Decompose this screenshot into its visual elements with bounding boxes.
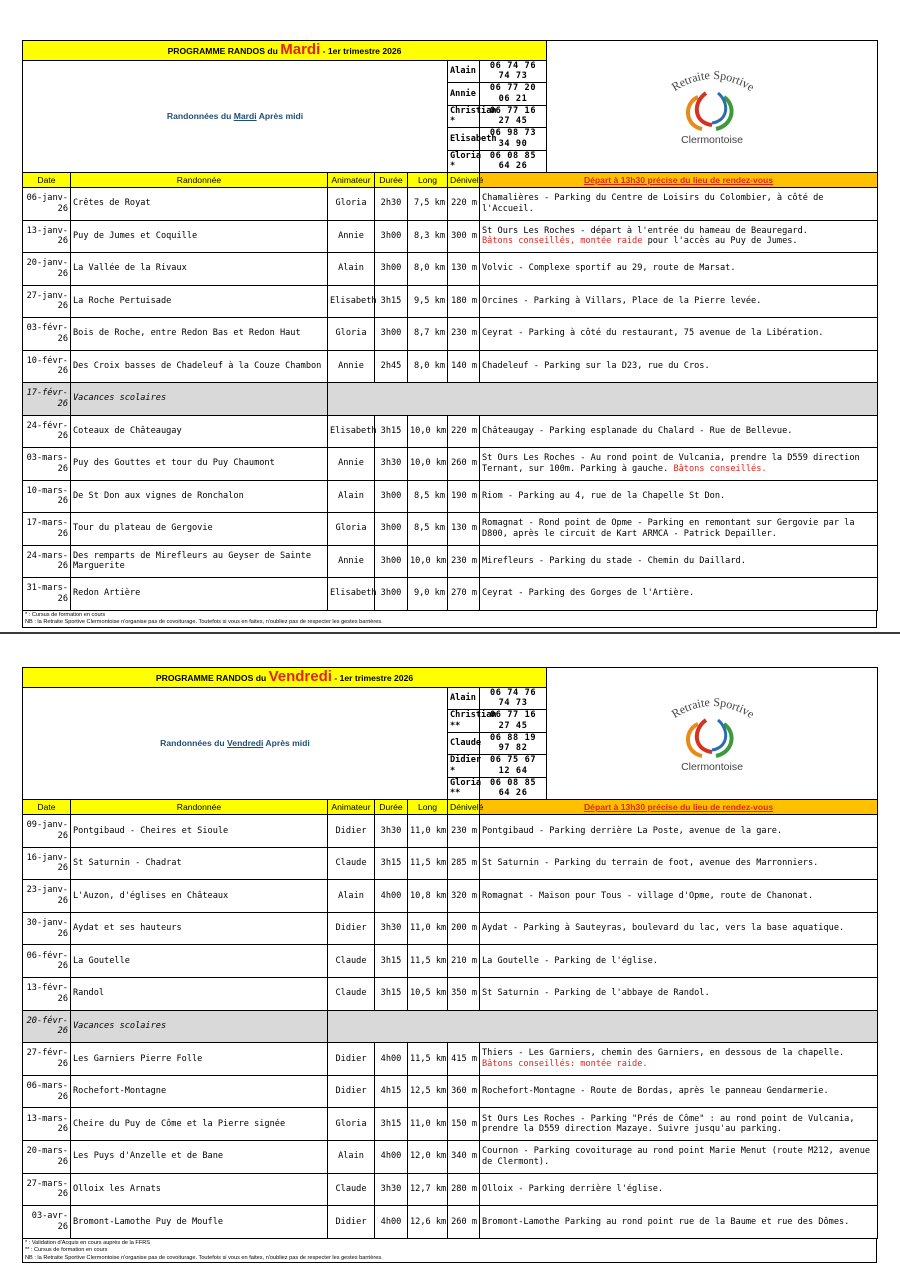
row-denivele: 180 m: [448, 285, 480, 318]
row-duree: 2h30: [375, 188, 408, 221]
row-duree: 3h15: [375, 285, 408, 318]
col-long: Long: [408, 800, 448, 815]
row-animateur: Annie: [328, 350, 375, 383]
row-duree: 4h00: [375, 1141, 408, 1174]
rdv-text: Olloix - Parking derrière l'église.: [482, 1184, 664, 1195]
contact-phone: 06 74 76 74 73: [480, 60, 547, 82]
row-long: 10,0 km: [408, 448, 448, 481]
row-date: 17-mars-26: [23, 513, 71, 546]
rdv-text: Orcines - Parking à Villars, Place de la Pierre levée.: [482, 295, 762, 306]
row-rando: Redon Artière: [71, 578, 328, 611]
row-denivele: 320 m: [448, 880, 480, 913]
row-denivele: 360 m: [448, 1075, 480, 1108]
table-row: [23, 1043, 878, 1076]
rdv-text: St Saturnin - Parking de l'abbaye de Randol.: [482, 988, 710, 999]
row-rando: Vacances scolaires: [71, 383, 328, 416]
row-rendez-vous: [480, 188, 878, 221]
vendredi-table: [22, 667, 878, 1239]
row-animateur: Didier: [328, 912, 375, 945]
row-rendez-vous: [480, 1075, 878, 1108]
rdv-text: Rochefort-Montagne - Route de Bordas, après le panneau Gendarmerie.: [482, 1086, 829, 1097]
row-long: 11,0 km: [408, 912, 448, 945]
footnote: NB : la Retraite Sportive Clermontoise n'organise pas de covoiturage. Toutefois si vous en faites, n'oubliez pas de respecter les gestes barrières.: [25, 1254, 383, 1261]
row-date: 13-janv-26: [23, 220, 71, 253]
row-rando: Crêtes de Royat: [71, 188, 328, 221]
row-date: 30-janv-26: [23, 912, 71, 945]
row-date: 20-mars-26: [23, 1141, 71, 1174]
row-rendez-vous: [480, 880, 878, 913]
vendredi-notes: [22, 1239, 877, 1264]
row-duree: 3h30: [375, 1173, 408, 1206]
row-animateur: Didier: [328, 1043, 375, 1076]
row-rendez-vous: [480, 253, 878, 286]
row-animateur: Claude: [328, 1173, 375, 1206]
vendredi-logo: [547, 668, 878, 800]
row-duree: 4h15: [375, 1075, 408, 1108]
mardi-rows: [23, 188, 878, 611]
row-rendez-vous: [480, 513, 878, 546]
table-row: [23, 415, 878, 448]
rdv-text: Aydat - Parking à Sauteyras, boulevard du lac, vers la base aquatique.: [482, 923, 845, 934]
rdv-warning: Bâtons conseillés.: [673, 463, 767, 474]
table-row: [23, 847, 878, 880]
table-row: [23, 945, 878, 978]
row-denivele: 220 m: [448, 415, 480, 448]
row-rando: St Saturnin - Chadrat: [71, 847, 328, 880]
row-rendez-vous: [480, 220, 878, 253]
row-rendez-vous: [480, 480, 878, 513]
rdv-warning: Bâtons conseillés, montée raide: [482, 236, 643, 247]
row-rendez-vous: [480, 978, 878, 1011]
row-animateur: Alain: [328, 480, 375, 513]
row-rendez-vous: [480, 545, 878, 578]
contact-phone: 06 98 73 34 90: [480, 128, 547, 150]
table-row: [23, 880, 878, 913]
row-rando: Coteaux de Châteaugay: [71, 415, 328, 448]
row-denivele: 260 m: [448, 1206, 480, 1239]
row-denivele: 285 m: [448, 847, 480, 880]
table-row: [23, 815, 878, 848]
page-separator: [0, 632, 900, 634]
row-rando: La Goutelle: [71, 945, 328, 978]
rdv-text: St Ours Les Roches - Parking "Prés de Côme" : au rond point de Vulcania, prendre la D559 direction Mazaye. Suivre jusqu'au parking.: [482, 1113, 855, 1135]
row-rando: Randol: [71, 978, 328, 1011]
table-row: [23, 978, 878, 1011]
row-denivele: 130 m: [448, 253, 480, 286]
row-empty: [328, 383, 878, 416]
vendredi-subtitle: Randonnées du Vendredi Après midi: [23, 687, 448, 799]
row-rendez-vous: [480, 1108, 878, 1141]
row-duree: 3h00: [375, 480, 408, 513]
row-rendez-vous: [480, 318, 878, 351]
programme-mardi: [22, 40, 877, 628]
col-animateur: Animateur: [328, 800, 375, 815]
row-duree: 3h00: [375, 318, 408, 351]
row-rendez-vous: [480, 1206, 878, 1239]
mardi-logo: [547, 41, 878, 173]
row-duree: 3h00: [375, 578, 408, 611]
row-long: 9,5 km: [408, 285, 448, 318]
row-denivele: 300 m: [448, 220, 480, 253]
contact-name: Gloria *: [448, 150, 480, 172]
row-animateur: Annie: [328, 448, 375, 481]
row-rando: Tour du plateau de Gergovie: [71, 513, 328, 546]
rdv-text: Bromont-Lamothe Parking au rond point rue de la Baume et rue des Dômes.: [482, 1216, 850, 1227]
row-rando: Olloix les Arnats: [71, 1173, 328, 1206]
row-rando: Les Garniers Pierre Folle: [71, 1043, 328, 1076]
row-denivele: 340 m: [448, 1141, 480, 1174]
row-rando: Puy des Gouttes et tour du Puy Chaumont: [71, 448, 328, 481]
row-date: 03-févr-26: [23, 318, 71, 351]
col-denivele: Dénivelé: [448, 800, 480, 815]
row-long: 12,7 km: [408, 1173, 448, 1206]
row-duree: 4h00: [375, 1206, 408, 1239]
row-rendez-vous: [480, 285, 878, 318]
row-date: 27-févr-26: [23, 1043, 71, 1076]
logo-arc-text: Retraite Sportive: [669, 67, 757, 94]
row-duree: 3h30: [375, 912, 408, 945]
row-duree: 4h00: [375, 880, 408, 913]
row-long: 11,5 km: [408, 945, 448, 978]
row-date: 24-févr-26: [23, 415, 71, 448]
row-denivele: 140 m: [448, 350, 480, 383]
row-rando: Bois de Roche, entre Redon Bas et Redon Haut: [71, 318, 328, 351]
row-long: 10,0 km: [408, 545, 448, 578]
row-denivele: 210 m: [448, 945, 480, 978]
rdv-text: Romagnat - Maison pour Tous - village d'Opme, route de Chanonat.: [482, 890, 814, 901]
vacances-row: [23, 1010, 878, 1043]
row-long: 11,5 km: [408, 1043, 448, 1076]
contact-phone: 06 74 76 74 73: [480, 687, 547, 709]
row-date: 06-mars-26: [23, 1075, 71, 1108]
row-rendez-vous: [480, 1043, 878, 1076]
row-denivele: 415 m: [448, 1043, 480, 1076]
row-long: 7,5 km: [408, 188, 448, 221]
row-date: 17-févr-26: [23, 383, 71, 416]
row-rando: Puy de Jumes et Coquille: [71, 220, 328, 253]
row-rando: Bromont-Lamothe Puy de Moufle: [71, 1206, 328, 1239]
row-animateur: Elisabeth: [328, 415, 375, 448]
row-long: 12,6 km: [408, 1206, 448, 1239]
mardi-header: [23, 41, 878, 188]
row-date: 13-févr-26: [23, 978, 71, 1011]
rdv-text: Romagnat - Rond point de Opme - Parking en remontant sur Gergovie par la D800, après le circuit de Kart ARMCA - Patrick Depailler.: [482, 518, 855, 539]
col-date: Date: [23, 173, 71, 188]
row-rando: Rochefort-Montagne: [71, 1075, 328, 1108]
footnote: NB : la Retraite Sportive Clermontoise n'organise pas de covoiturage. Toutefois si vous en faites, n'oubliez pas de respecter les gestes barrières.: [25, 619, 383, 626]
logo-swirl-icon: [688, 720, 732, 756]
row-date: 06-janv-26: [23, 188, 71, 221]
rdv-text: La Goutelle - Parking de l'église.: [482, 955, 658, 966]
row-rendez-vous: [480, 945, 878, 978]
row-duree: 3h15: [375, 415, 408, 448]
row-long: 11,0 km: [408, 815, 448, 848]
col-duree: Durée: [375, 800, 408, 815]
table-row: [23, 545, 878, 578]
row-date: 09-janv-26: [23, 815, 71, 848]
row-date: 03-avr-26: [23, 1206, 71, 1239]
table-row: [23, 513, 878, 546]
col-long: Long: [408, 173, 448, 188]
contact-name: Claude: [448, 732, 480, 754]
row-animateur: Didier: [328, 1206, 375, 1239]
row-animateur: Annie: [328, 545, 375, 578]
footnote: * : Cursus de formation en cours: [25, 611, 106, 618]
rdv-text: Cournon - Parking covoiturage au rond point Marie Menut (route M212, avenue de Clermont).: [482, 1146, 871, 1167]
row-duree: 3h00: [375, 253, 408, 286]
vendredi-title: PROGRAMME RANDOS du Vendredi - 1er trimestre 2026: [23, 668, 547, 688]
rdv-text: Riom - Parking au 4, rue de la Chapelle St Don.: [482, 490, 726, 501]
row-long: 10,8 km: [408, 880, 448, 913]
row-animateur: Elisabeth: [328, 285, 375, 318]
row-rendez-vous: [480, 815, 878, 848]
row-long: 8,7 km: [408, 318, 448, 351]
row-duree: 3h15: [375, 978, 408, 1011]
row-denivele: 150 m: [448, 1108, 480, 1141]
row-long: 8,3 km: [408, 220, 448, 253]
row-long: 12,5 km: [408, 1075, 448, 1108]
row-duree: 2h45: [375, 350, 408, 383]
table-row: [23, 480, 878, 513]
table-row: [23, 350, 878, 383]
rdv-text: pour l'accès au Puy de Jumes.: [642, 236, 798, 247]
row-duree: 3h30: [375, 815, 408, 848]
table-row: [23, 285, 878, 318]
row-animateur: Gloria: [328, 318, 375, 351]
row-denivele: 230 m: [448, 545, 480, 578]
row-animateur: Gloria: [328, 513, 375, 546]
rdv-text: St Saturnin - Parking du terrain de foot, avenue des Marronniers.: [482, 858, 819, 869]
retraite-sportive-logo: [632, 690, 792, 774]
table-row: [23, 1141, 878, 1174]
row-rendez-vous: [480, 350, 878, 383]
depart-notice: Départ à 13h30 précise du lieu de rendez-vous: [480, 173, 878, 188]
vacances-row: [23, 383, 878, 416]
col-duree: Durée: [375, 173, 408, 188]
logo-city: Clermontoise: [681, 760, 744, 773]
contact-phone: 06 77 20 06 21: [480, 83, 547, 105]
table-row: [23, 578, 878, 611]
row-duree: 3h15: [375, 1108, 408, 1141]
contact-name: Annie: [448, 83, 480, 105]
row-animateur: Alain: [328, 1141, 375, 1174]
row-denivele: 270 m: [448, 578, 480, 611]
row-rando: La Roche Pertuisade: [71, 285, 328, 318]
row-rando: Des remparts de Mirefleurs au Geyser de Sainte Marguerite: [71, 545, 328, 578]
row-rando: Les Puys d'Anzelle et de Bane: [71, 1141, 328, 1174]
row-long: 9,0 km: [408, 578, 448, 611]
row-rendez-vous: [480, 912, 878, 945]
mardi-subtitle: Randonnées du Mardi Après midi: [23, 60, 448, 172]
logo-swirl-icon: [688, 93, 732, 129]
footnote: * : Validation d'Acquis en cours auprès de la FFRS: [25, 1239, 151, 1246]
row-date: 06-févr-26: [23, 945, 71, 978]
contact-phone: 06 08 85 64 26: [480, 777, 547, 799]
row-date: 24-mars-26: [23, 545, 71, 578]
contact-name: Alain: [448, 687, 480, 709]
row-rando: De St Don aux vignes de Ronchalon: [71, 480, 328, 513]
row-animateur: Claude: [328, 847, 375, 880]
row-duree: 3h00: [375, 545, 408, 578]
rdv-text: Châteaugay - Parking esplanade du Chalard - Rue de Bellevue.: [482, 425, 793, 436]
contact-name: Elisabeth: [448, 128, 480, 150]
vendredi-rows: [23, 815, 878, 1239]
rdv-text: Ceyrat - Parking à côté du restaurant, 75 avenue de la Libération.: [482, 328, 824, 339]
row-date: 13-mars-26: [23, 1108, 71, 1141]
contact-name: Gloria **: [448, 777, 480, 799]
row-rando: Pontgibaud - Cheires et Sioule: [71, 815, 328, 848]
table-row: [23, 1075, 878, 1108]
table-row: [23, 188, 878, 221]
contact-phone: 06 88 19 97 82: [480, 732, 547, 754]
row-date: 10-mars-26: [23, 480, 71, 513]
row-rendez-vous: [480, 578, 878, 611]
row-rendez-vous: [480, 1141, 878, 1174]
row-long: 8,5 km: [408, 513, 448, 546]
table-row: [23, 912, 878, 945]
rdv-text: Pontgibaud - Parking derrière La Poste, avenue de la gare.: [482, 825, 783, 836]
retraite-sportive-logo: [632, 63, 792, 147]
row-date: 27-janv-26: [23, 285, 71, 318]
rdv-text: Chamalières - Parking du Centre de Loisirs du Colombier, à côté de l'Accueil.: [482, 193, 824, 214]
mardi-title: PROGRAMME RANDOS du Mardi - 1er trimestre 2026: [23, 41, 547, 61]
row-empty: [328, 1010, 878, 1043]
table-row: [23, 1173, 878, 1206]
footnote: ** : Cursus de formation en cours: [25, 1247, 108, 1254]
contact-name: Alain: [448, 60, 480, 82]
row-rendez-vous: [480, 415, 878, 448]
table-row: [23, 318, 878, 351]
table-row: [23, 448, 878, 481]
rdv-warning: Bâtons conseillés: montée raide.: [482, 1059, 648, 1070]
row-date: 03-mars-26: [23, 448, 71, 481]
contact-phone: 06 77 16 27 45: [480, 105, 547, 127]
row-date: 20-janv-26: [23, 253, 71, 286]
row-long: 10,0 km: [408, 415, 448, 448]
row-rando: La Vallée de la Rivaux: [71, 253, 328, 286]
row-long: 8,0 km: [408, 253, 448, 286]
mardi-notes: [22, 611, 877, 628]
col-rando: Randonnée: [71, 800, 328, 815]
row-denivele: 230 m: [448, 318, 480, 351]
rdv-text: Ceyrat - Parking des Gorges de l'Artière.: [482, 588, 695, 599]
row-denivele: 190 m: [448, 480, 480, 513]
rdv-text: St Ours Les Roches - Au rond point de Vulcania, prendre la D559 direction Ternant, sur 100m. Parking à gauche.: [482, 453, 860, 474]
col-animateur: Animateur: [328, 173, 375, 188]
row-denivele: 200 m: [448, 912, 480, 945]
row-rendez-vous: [480, 448, 878, 481]
row-rando: Aydat et ses hauteurs: [71, 912, 328, 945]
row-date: 20-févr-26: [23, 1010, 71, 1043]
row-date: 16-janv-26: [23, 847, 71, 880]
contact-name: Didier *: [448, 755, 480, 777]
col-date: Date: [23, 800, 71, 815]
row-denivele: 230 m: [448, 815, 480, 848]
contact-phone: 06 08 85 64 26: [480, 150, 547, 172]
row-denivele: 280 m: [448, 1173, 480, 1206]
row-duree: 3h00: [375, 220, 408, 253]
contact-phone: 06 77 16 27 45: [480, 710, 547, 732]
row-animateur: Gloria: [328, 1108, 375, 1141]
mardi-table: [22, 40, 878, 611]
row-date: 27-mars-26: [23, 1173, 71, 1206]
programme-vendredi: [22, 667, 877, 1263]
row-rando: L'Auzon, d'églises en Châteaux: [71, 880, 328, 913]
contact-phone: 06 75 67 12 64: [480, 755, 547, 777]
row-rendez-vous: [480, 847, 878, 880]
table-row: [23, 1206, 878, 1239]
vendredi-header: [23, 668, 878, 815]
contact-name: Christian **: [448, 710, 480, 732]
row-denivele: 260 m: [448, 448, 480, 481]
table-row: [23, 220, 878, 253]
row-rendez-vous: [480, 1173, 878, 1206]
row-denivele: 350 m: [448, 978, 480, 1011]
row-long: 12,0 km: [408, 1141, 448, 1174]
col-rando: Randonnée: [71, 173, 328, 188]
row-rando: Vacances scolaires: [71, 1010, 328, 1043]
contact-name: Christian *: [448, 105, 480, 127]
col-denivele: Dénivelé: [448, 173, 480, 188]
row-rando: Des Croix basses de Chadeleuf à la Couze Chambon: [71, 350, 328, 383]
row-animateur: Alain: [328, 253, 375, 286]
logo-arc-text: Retraite Sportive: [669, 694, 758, 721]
row-animateur: Gloria: [328, 188, 375, 221]
row-date: 31-mars-26: [23, 578, 71, 611]
rdv-text: Chadeleuf - Parking sur la D23, rue du Cros.: [482, 360, 710, 371]
row-long: 11,5 km: [408, 847, 448, 880]
row-duree: 3h15: [375, 847, 408, 880]
row-denivele: 130 m: [448, 513, 480, 546]
row-date: 23-janv-26: [23, 880, 71, 913]
row-duree: 3h15: [375, 945, 408, 978]
depart-notice: Départ à 13h30 précise du lieu de rendez-vous: [480, 800, 878, 815]
row-duree: 3h30: [375, 448, 408, 481]
table-row: [23, 1108, 878, 1141]
row-animateur: Didier: [328, 1075, 375, 1108]
rdv-text: Volvic - Complexe sportif au 29, route de Marsat.: [482, 263, 736, 274]
row-long: 11,0 km: [408, 1108, 448, 1141]
row-animateur: Claude: [328, 978, 375, 1011]
rdv-text: Mirefleurs - Parking du stade - Chemin du Daillard.: [482, 555, 746, 566]
table-row: [23, 253, 878, 286]
row-animateur: Alain: [328, 880, 375, 913]
rdv-text: Thiers - Les Garniers, chemin des Garniers, en dessous de la chapelle.: [482, 1048, 845, 1059]
row-duree: 4h00: [375, 1043, 408, 1076]
row-denivele: 220 m: [448, 188, 480, 221]
row-long: 8,0 km: [408, 350, 448, 383]
row-date: 10-févr-26: [23, 350, 71, 383]
logo-city: Clermontoise: [681, 133, 743, 146]
row-animateur: Didier: [328, 815, 375, 848]
row-duree: 3h00: [375, 513, 408, 546]
row-animateur: Annie: [328, 220, 375, 253]
row-animateur: Claude: [328, 945, 375, 978]
rdv-text: St Ours Les Roches - départ à l'entrée du hameau de Beauregard.: [482, 225, 808, 236]
row-long: 10,5 km: [408, 978, 448, 1011]
row-animateur: Elisabeth: [328, 578, 375, 611]
row-long: 8,5 km: [408, 480, 448, 513]
row-rando: Cheire du Puy de Côme et la Pierre signée: [71, 1108, 328, 1141]
